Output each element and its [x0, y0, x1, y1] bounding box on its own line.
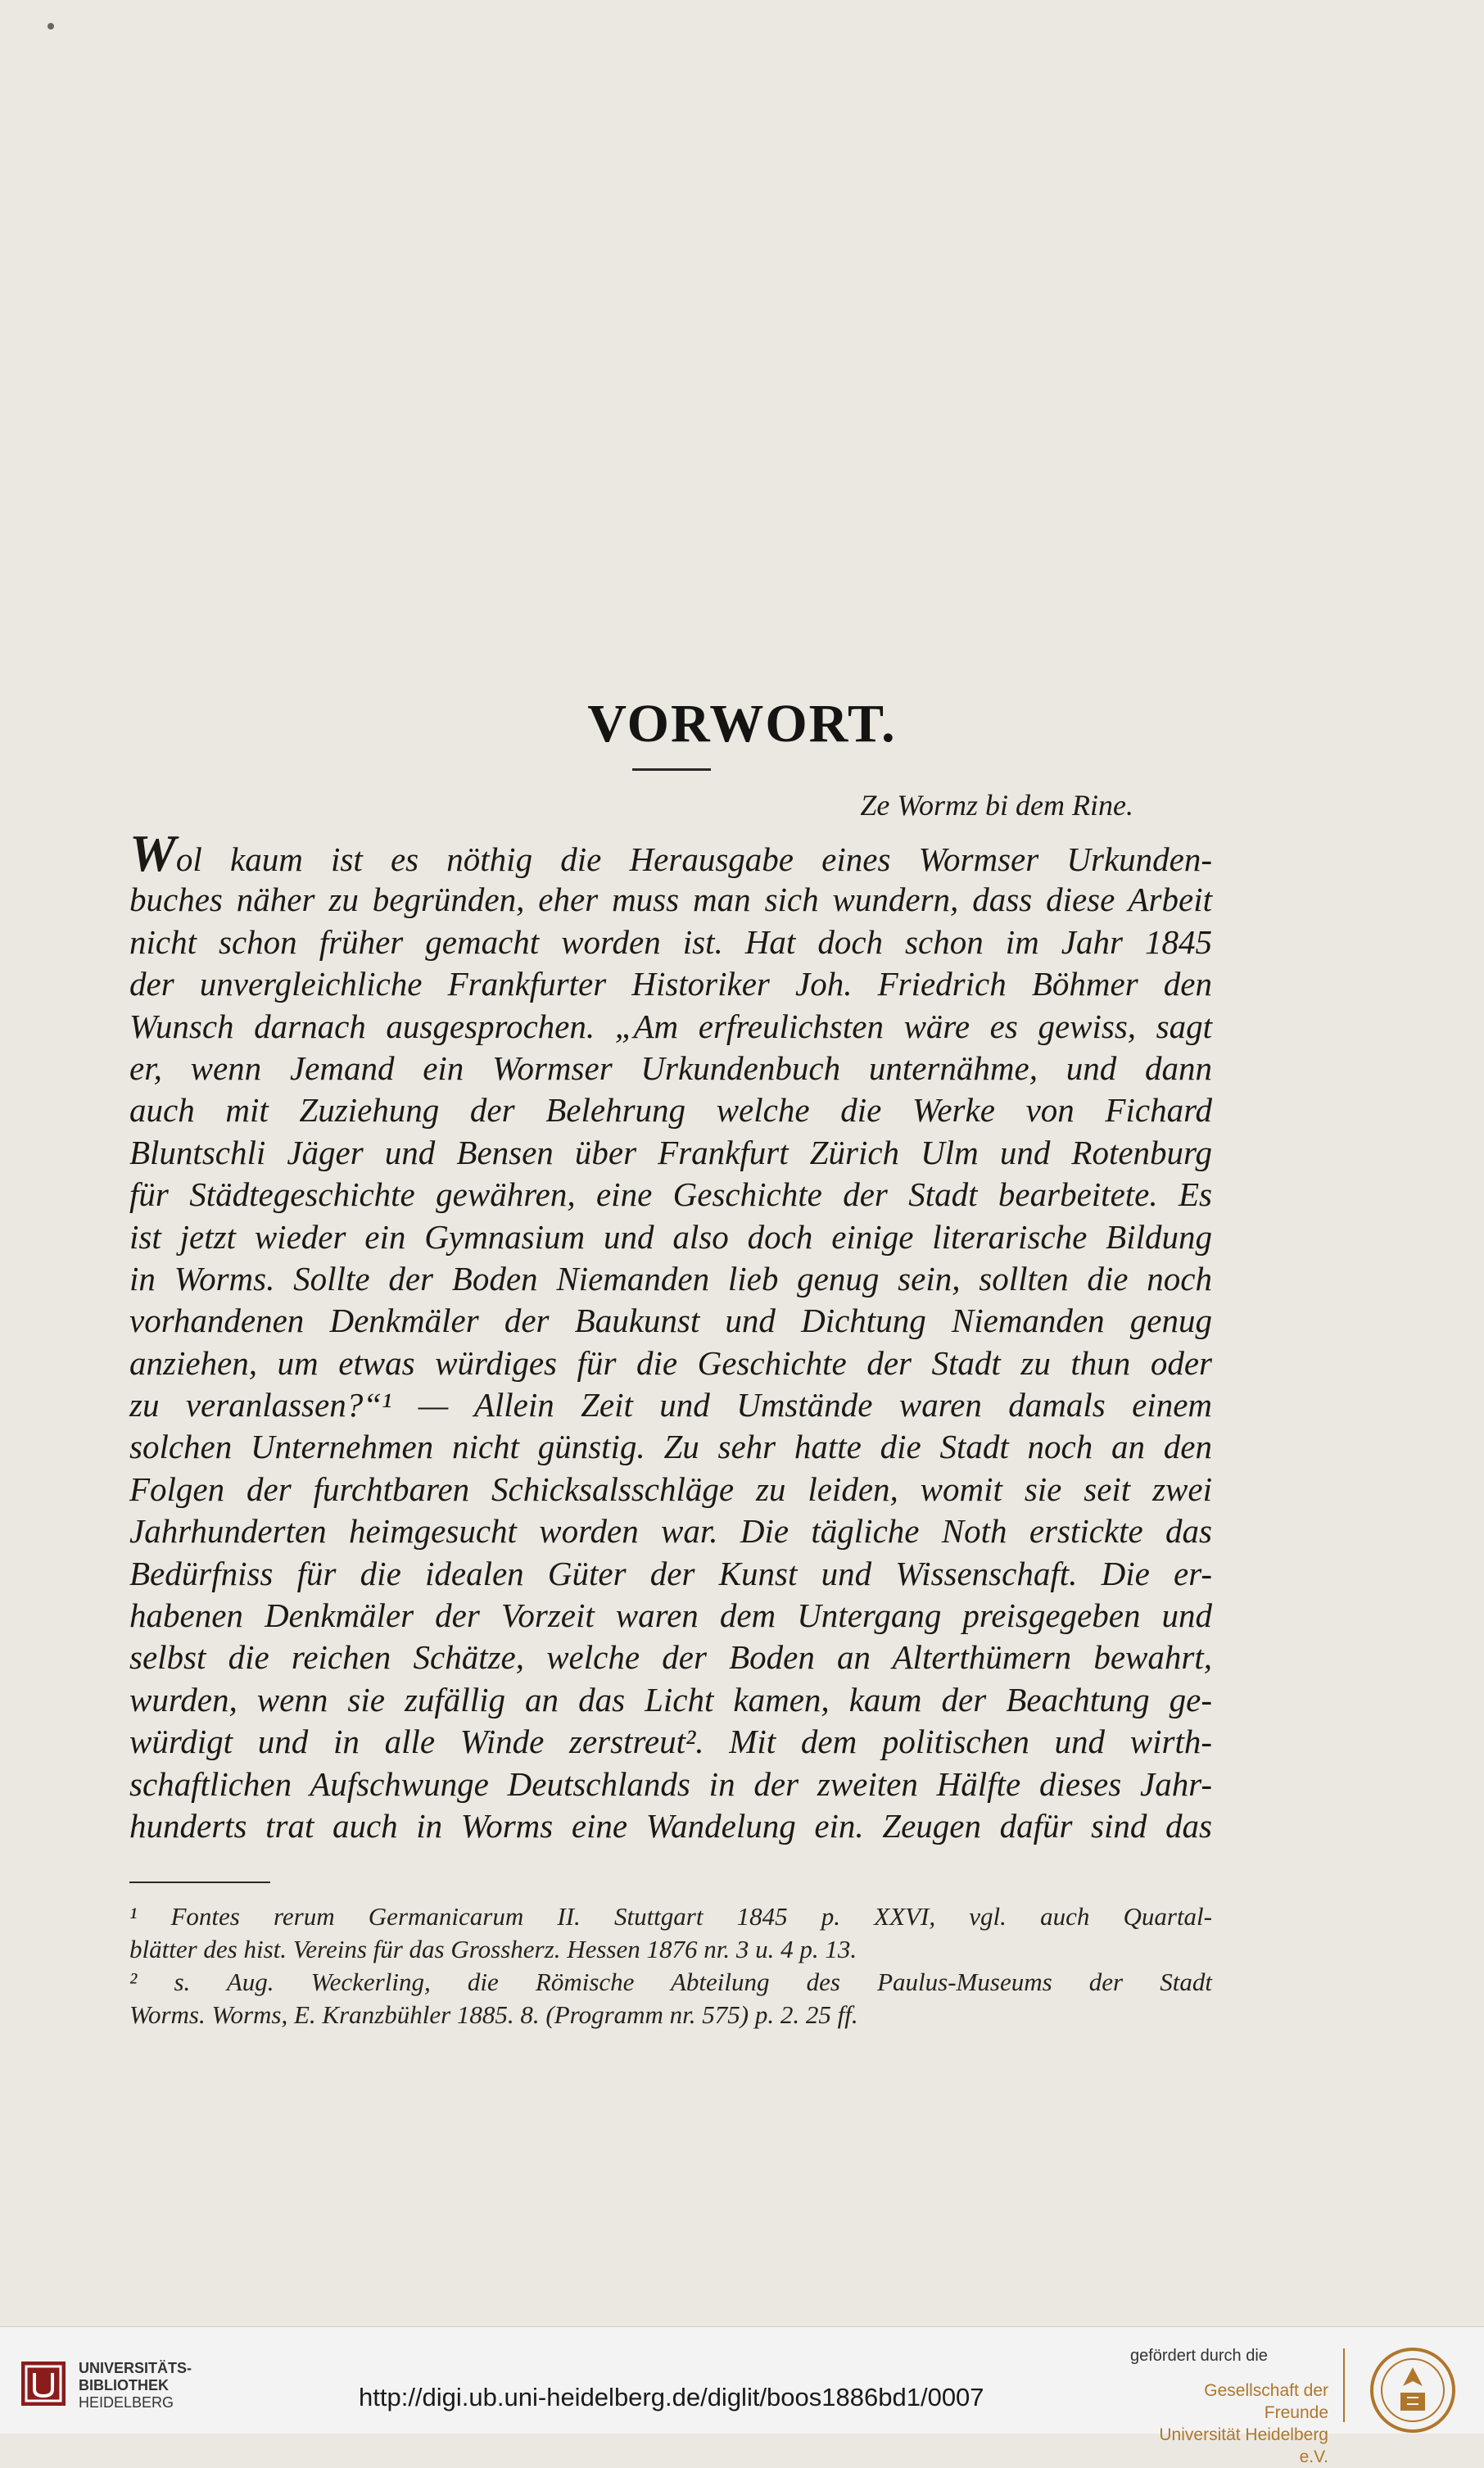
- viewer-footer: [0, 2326, 1484, 2466]
- body-line: auch mit Zuziehung der Belehrung welche die Werke von Fichard: [129, 1091, 1212, 1130]
- body-line: selbst die reichen Schätze, welche der Boden an Alterthümern bewahrt,: [129, 1638, 1212, 1677]
- body-line: Wunsch darnach ausgesprochen. „Am erfreulichsten wäre es gewiss, sagt: [129, 1007, 1212, 1045]
- body-line: hunderts trat auch in Worms eine Wandelung ein. Zeugen dafür sind das: [129, 1806, 1212, 1845]
- body-line: buches näher zu begründen, eher muss man sich wundern, dass diese Arbeit: [129, 881, 1212, 919]
- body-line: zu veranlassen?“¹ — Allein Zeit und Umstände waren damals einem: [129, 1386, 1212, 1424]
- footnote-line: Worms. Worms, E. Kranzbühler 1885. 8. (Programm nr. 575) p. 2. 25 ff.: [129, 2000, 858, 2029]
- body-line: der unvergleichliche Frankfurter Historiker Joh. Friedrich Böhmer den: [129, 965, 1212, 1003]
- footnote-line: ¹ Fontes rerum Germanicarum II. Stuttgart 1845 p. XXVI, vgl. auch Quartal-: [129, 1902, 1212, 1931]
- body-line: in Worms. Sollte der Boden Niemanden lieb genug sein, sollten die noch: [129, 1259, 1212, 1297]
- body-line: Bedürfniss für die idealen Güter der Kunst und Wissenschaft. Die er-: [129, 1554, 1212, 1592]
- body-line: ist jetzt wieder ein Gymnasium und also doch einige literarische Bildung: [129, 1217, 1212, 1256]
- body-line: wurden, wenn sie zufällig an das Licht kamen, kaum der Beachtung ge-: [129, 1680, 1212, 1719]
- body-line: schaftlichen Aufschwunge Deutschlands in der zweiten Hälfte dieses Jahr-: [129, 1764, 1212, 1803]
- body-line: Jahrhunderten heimgesucht worden war. Die tägliche Noth erstickte das: [129, 1512, 1212, 1551]
- body-line: für Städtegeschichte gewähren, eine Geschichte der Stadt bearbeitete. Es: [129, 1175, 1212, 1214]
- footnote-line: blätter des hist. Vereins für das Grossherz. Hessen 1876 nr. 3 u. 4 p. 13.: [129, 1935, 857, 1963]
- body-line: habenen Denkmäler der Vorzeit waren dem Untergang preisgegeben und: [129, 1596, 1212, 1635]
- body-line: anziehen, um etwas würdiges für die Geschichte der Stadt zu thun oder: [129, 1343, 1212, 1382]
- body-line: Wol kaum ist es nöthig die Herausgabe eines Wormser Urkunden-: [129, 824, 1212, 882]
- body-line: nicht schon früher gemacht worden ist. Hat doch schon im Jahr 1845: [129, 922, 1212, 961]
- epigraph: Ze Wormz bi dem Rine.: [860, 789, 1133, 822]
- body-line: solchen Unternehmen nicht günstig. Zu sehr hatte die Stadt noch an den: [129, 1428, 1212, 1466]
- drop-cap: W: [129, 824, 176, 882]
- footnote-rule: [129, 1882, 270, 1883]
- ink-speck: [48, 23, 54, 29]
- sponsor-divider: [1343, 2348, 1345, 2422]
- title-rule: [632, 768, 711, 771]
- university-library-logo-icon: [21, 2362, 66, 2406]
- body-line: vorhandenen Denkmäler der Baukunst und Dichtung Niemanden genug: [129, 1302, 1212, 1340]
- body-line: Folgen der furchtbaren Schicksalsschläge zu leiden, womit sie seit zwei: [129, 1469, 1212, 1508]
- library-name[interactable]: UNIVERSITÄTS- BIBLIOTHEK HEIDELBERG: [79, 2360, 192, 2411]
- sponsor-name[interactable]: Gesellschaft der Freunde Universität Heidelberg e.V.: [1159, 2381, 1328, 2466]
- sponsor-heading: gefördert durch die: [1130, 2347, 1268, 2365]
- page-title: VORWORT.: [587, 694, 897, 754]
- permalink-url[interactable]: http://digi.ub.uni-heidelberg.de/diglit/boos1886bd1/0007: [359, 2383, 984, 2411]
- footnote-line: ² s. Aug. Weckerling, die Römische Abteilung des Paulus-Museums der Stadt: [129, 1968, 1212, 1996]
- body-text: [129, 824, 1212, 1847]
- body-line: würdigt und in alle Winde zerstreut². Mit dem politischen und wirth-: [129, 1723, 1212, 1761]
- footnotes: [129, 1900, 1212, 2031]
- body-line: er, wenn Jemand ein Wormser Urkundenbuch unternähme, und dann: [129, 1048, 1212, 1087]
- body-line: Bluntschli Jäger und Bensen über Frankfurt Zürich Ulm und Rotenburg: [129, 1133, 1212, 1171]
- university-seal-icon: [1368, 2345, 1458, 2435]
